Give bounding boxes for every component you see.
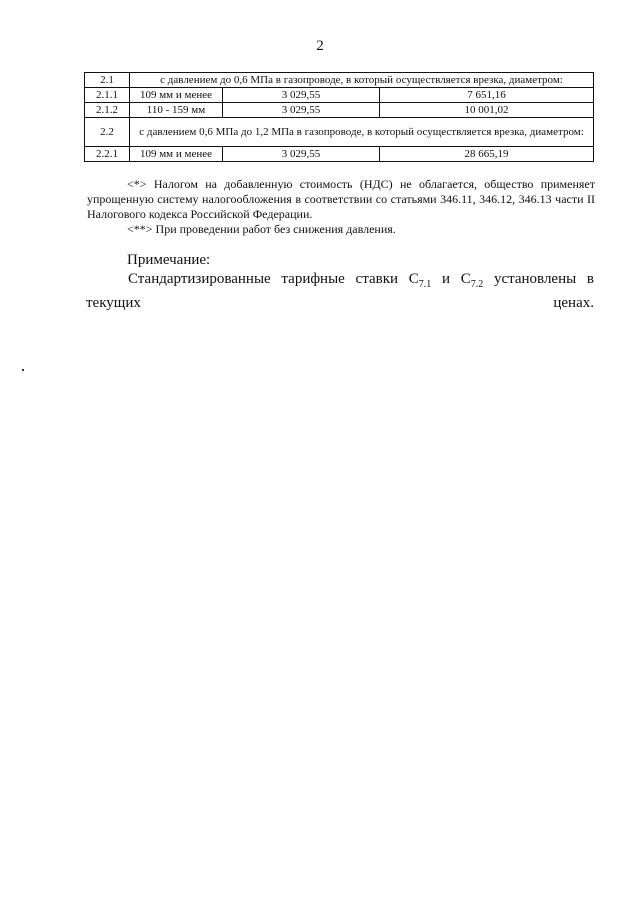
footnote-pressure: <**> При проведении работ без снижения давления. [127,222,396,236]
footnotes [87,177,595,237]
remark-text-part: и С [431,271,471,287]
tariff-table [84,72,594,162]
table-row-2-1-1 [85,88,594,103]
table-row-2-2 [85,118,594,147]
row-number: 2.1.2 [85,103,130,118]
remark-text-part: установлены в [483,271,595,287]
rate-subscript-2: 7.2 [470,279,484,290]
row-number: 2.2.1 [85,147,130,162]
diameter-cell: 109 мм и менее [130,88,223,103]
value-cell-1: 3 029,55 [223,103,380,118]
table-row-2-1 [85,73,594,88]
value-cell-1: 3 029,55 [223,88,380,103]
footnote-vat: <*> Налогом на добавленную стоимость (НДС) не облагается, общество применяет упрощенную систему налогообложения в соответствии со статьями 346.11, 346.12, 346.13 части II Налогового кодекса Российской Федерации. [87,177,595,221]
value-cell-2: 28 665,19 [380,147,594,162]
scan-speck [22,369,24,371]
row-number: 2.1 [85,73,130,88]
table-row-2-2-1 [85,147,594,162]
section-description: с давлением 0,6 МПа до 1,2 МПа в газопроводе, в который осуществляется врезка, диаметром: [130,118,594,147]
row-number: 2.2 [85,118,130,147]
value-cell-2: 7 651,16 [380,88,594,103]
remark-text-part: текущих [86,295,141,311]
remark-title: Примечание: [127,252,211,268]
table-row-2-1-2 [85,103,594,118]
diameter-cell: 110 - 159 мм [130,103,223,118]
row-number: 2.1.1 [85,88,130,103]
diameter-cell: 109 мм и менее [130,147,223,162]
rate-subscript-1: 7.1 [418,279,432,290]
value-cell-1: 3 029,55 [223,147,380,162]
page-number: 2 [316,38,324,54]
remark-text-part: Стандартизированные тарифные ставки С [128,271,419,287]
remark-text [86,270,594,312]
value-cell-2: 10 001,02 [380,103,594,118]
remark-text-part: ценах. [553,295,594,311]
section-description: с давлением до 0,6 МПа в газопроводе, в который осуществляется врезка, диаметром: [130,73,594,88]
